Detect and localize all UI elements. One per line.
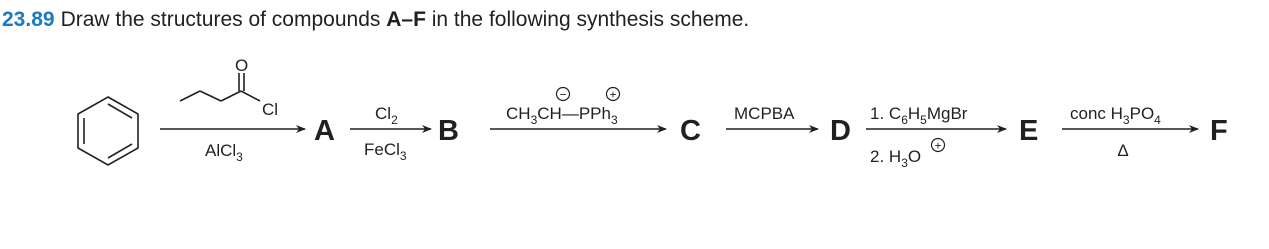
compound-c-label: C (680, 115, 701, 147)
butanoyl-chloride-structure (180, 73, 260, 101)
hydronium-positive-sign: + (934, 138, 942, 153)
benzene-structure (78, 97, 138, 165)
carbonyl-oxygen-label: O (235, 56, 249, 75)
problem-text-before: Draw the structures of compounds (60, 8, 387, 31)
problem-number: 23.89 (2, 8, 55, 31)
step6-heat-symbol: Δ (1117, 141, 1129, 160)
step4-reagent: MCPBA (734, 104, 795, 123)
ylide-positive-sign: + (609, 87, 617, 102)
compound-b-label: B (438, 115, 459, 147)
compound-a-label: A (314, 115, 335, 147)
step2-reagent: $Cl_2$ (375, 104, 398, 127)
compound-d-label: D (830, 115, 851, 147)
ylide-negative-sign: − (559, 87, 567, 102)
acyl-chloride-cl-label: Cl (262, 100, 279, 119)
problem-compound-range: A–F (386, 8, 426, 31)
problem-text-after: in the following synthesis scheme. (425, 8, 750, 31)
step2-catalyst: FeCl$_3$ (364, 140, 407, 163)
step6-reagent: conc $H_3PO_4$ (1070, 104, 1161, 127)
compound-e-label: E (1019, 115, 1039, 147)
step5-acid-workup: 2. $H_3O$ (870, 147, 922, 170)
wittig-ylide-reagent: $CH_3CH—PPh_3$ (506, 104, 618, 127)
step1-catalyst: AlCl$_3$ (205, 141, 243, 164)
compound-f-label: F (1210, 115, 1228, 147)
step5-grignard-reagent: 1. $C_6H_5MgBr$ (870, 104, 968, 127)
